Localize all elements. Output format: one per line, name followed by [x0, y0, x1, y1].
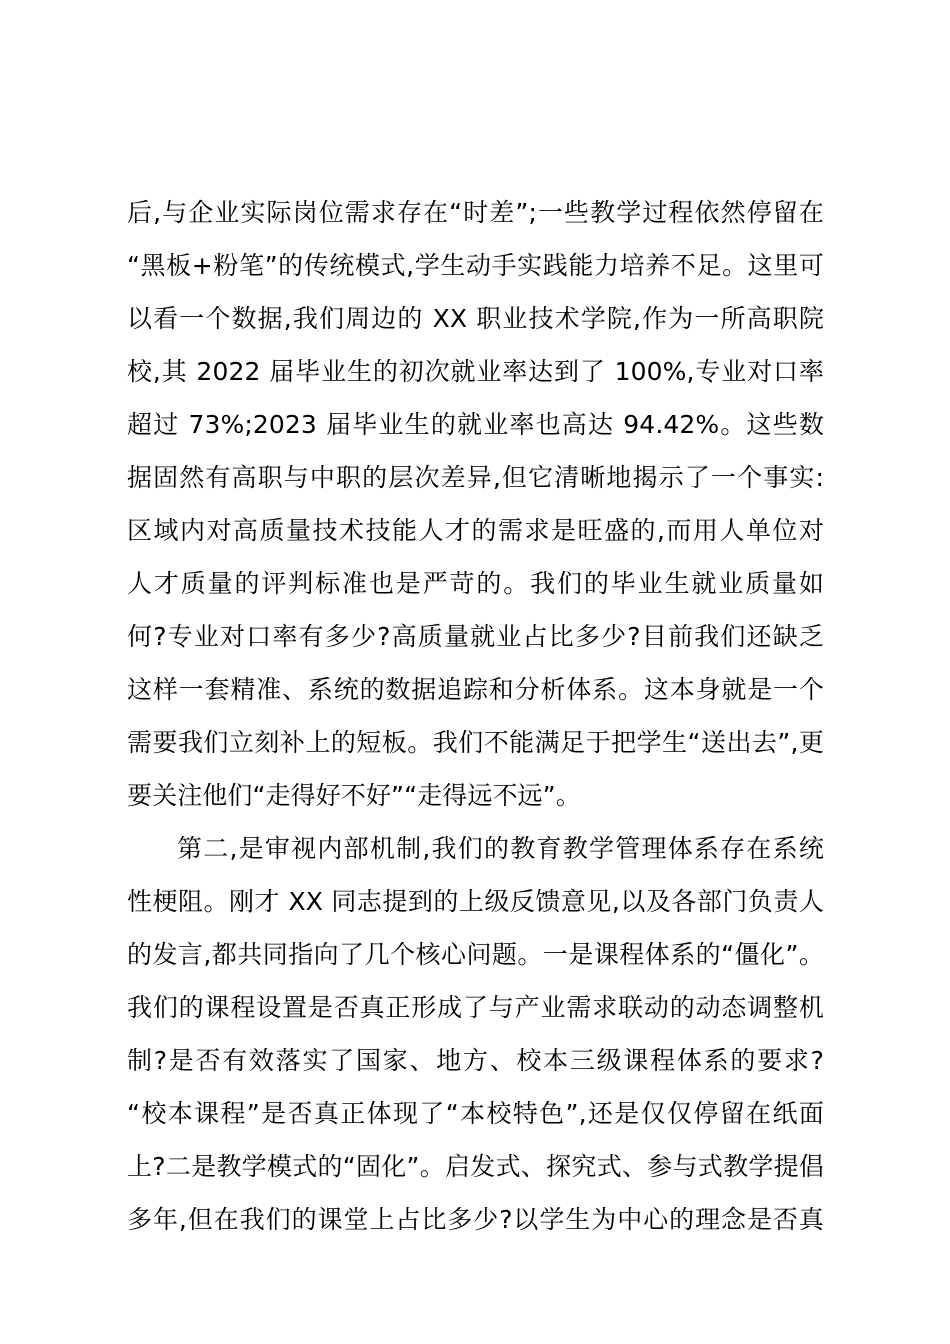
text-line: 校,其 2022 届毕业生的初次就业率达到了 100%,专业对口率 [127, 357, 824, 386]
text-line: 的发言,都共同指向了几个核心问题。一是课程体系的“僵化”。 [127, 940, 824, 969]
text-line: 以看一个数据,我们周边的 XX 职业技术学院,作为一所高职院 [127, 304, 824, 333]
text-line: 人才质量的评判标准也是严苛的。我们的毕业生就业质量如 [127, 569, 824, 598]
text-line: 超过 73%;2023 届毕业生的就业率也高达 94.42%。这些数 [127, 410, 824, 439]
text-line: 这样一套精准、系统的数据追踪和分析体系。这本身就是一个 [127, 675, 824, 704]
text-line: “校本课程”是否真正体现了“本校特色”,还是仅仅停留在纸面 [127, 1099, 824, 1128]
paragraph-first-line: 第二,是审视内部机制,我们的教育教学管理体系存在系统 [177, 834, 824, 863]
text-line: 我们的课程设置是否真正形成了与产业需求联动的动态调整机 [127, 993, 824, 1022]
text-line: 性梗阻。刚才 XX 同志提到的上级反馈意见,以及各部门负责人 [127, 887, 824, 916]
text-line: 多年,但在我们的课堂上占比多少?以学生为中心的理念是否真 [127, 1205, 824, 1234]
text-line: 上?二是教学模式的“固化”。启发式、探究式、参与式教学提倡 [127, 1152, 824, 1181]
text-line: “黑板+粉笔”的传统模式,学生动手实践能力培养不足。这里可 [127, 251, 824, 280]
text-line: 何?专业对口率有多少?高质量就业占比多少?目前我们还缺乏 [127, 622, 824, 651]
text-line: 据固然有高职与中职的层次差异,但它清晰地揭示了一个事实: [127, 463, 824, 492]
text-line: 制?是否有效落实了国家、地方、校本三级课程体系的要求? [127, 1046, 824, 1075]
paragraph-last-line: 要关注他们“走得好不好”“走得远不远”。 [127, 781, 581, 810]
text-line: 后,与企业实际岗位需求存在“时差”;一些教学过程依然停留在 [127, 198, 824, 227]
text-line: 区域内对高质量技术技能人才的需求是旺盛的,而用人单位对 [127, 516, 824, 545]
text-line: 需要我们立刻补上的短板。我们不能满足于把学生“送出去”,更 [127, 728, 824, 757]
document-body [127, 186, 824, 1246]
